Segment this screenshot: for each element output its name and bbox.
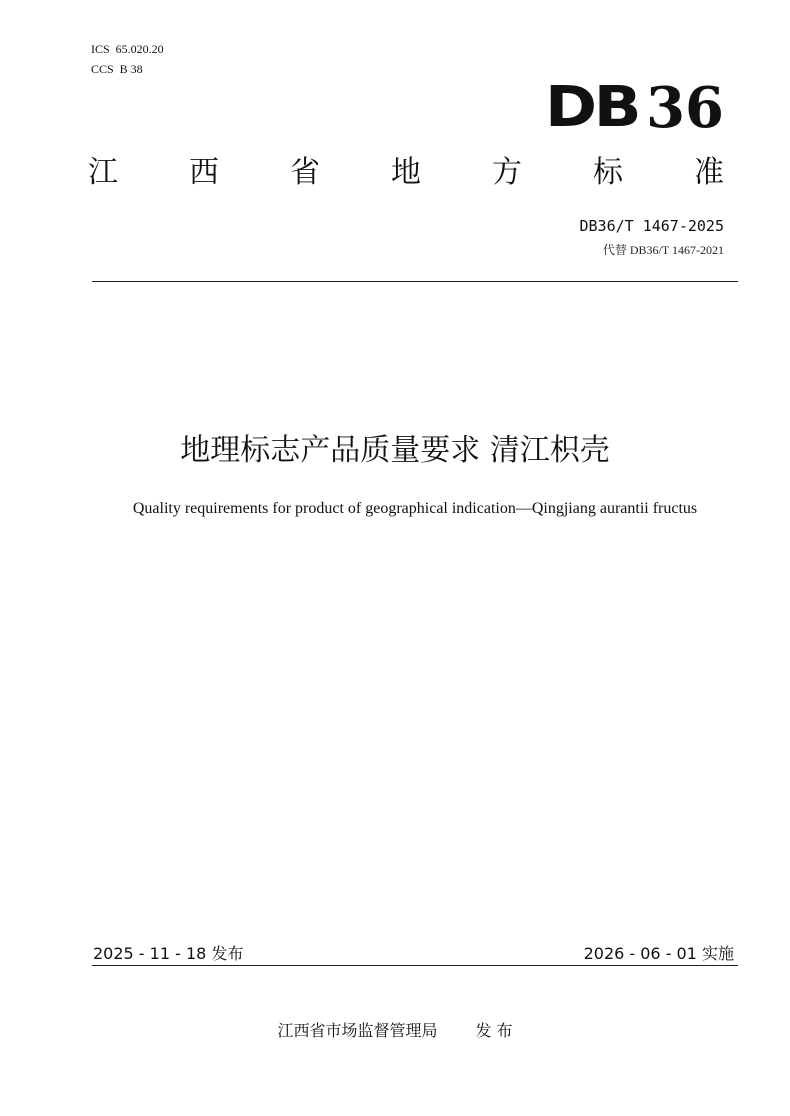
footer-divider <box>92 965 738 966</box>
ics-code <box>91 42 164 56</box>
publisher-action: 发 布 <box>475 1021 513 1040</box>
title-english: Quality requirements for product of geographical indication—Qingjiang aurantii fructus <box>132 500 698 517</box>
publisher-name: 江西省市场监督管理局 <box>277 1021 438 1040</box>
db36-logo <box>544 75 724 141</box>
standard-type-char: 方 <box>492 155 522 190</box>
logo-letters: DB <box>544 75 639 140</box>
standard-type-char: 准 <box>694 155 724 190</box>
standard-type-char: 西 <box>189 155 219 190</box>
standard-type-char: 江 <box>88 155 118 190</box>
title-chinese: 地理标志产品质量要求 清江枳壳 <box>180 433 610 468</box>
standard-type-heading <box>88 153 724 193</box>
standard-type-char: 标 <box>593 155 623 190</box>
standard-type-char: 地 <box>391 155 421 190</box>
ccs-code-text: CCS B 38 <box>91 62 143 76</box>
standard-number: DB36/T 1467-2025 <box>579 217 724 235</box>
header-divider <box>92 281 738 282</box>
implementation-date: 2026 - 06 - 01 实施 <box>583 944 734 963</box>
publisher-line <box>0 1020 790 1042</box>
logo-digits: 36 <box>646 75 724 141</box>
replaces-note: 代替 DB36/T 1467-2021 <box>602 243 724 257</box>
issue-date: 2025 - 11 - 18 发布 <box>93 944 244 963</box>
ics-code-text: ICS 65.020.20 <box>91 42 164 56</box>
ccs-code <box>91 62 143 76</box>
standard-type-char: 省 <box>290 155 320 190</box>
